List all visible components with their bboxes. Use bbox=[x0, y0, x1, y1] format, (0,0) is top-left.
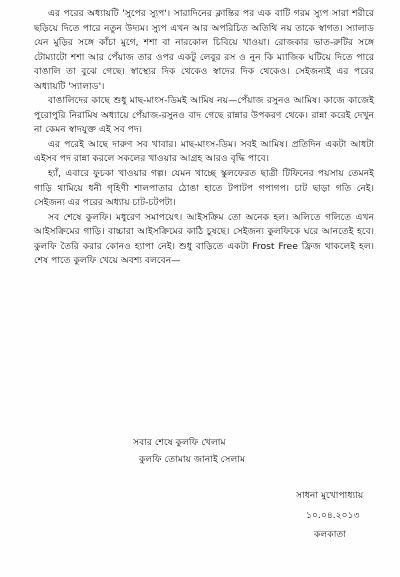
author-name: সাধনা মুখোপাধ্যায় bbox=[296, 490, 364, 501]
signature-block bbox=[296, 486, 363, 545]
verse-line-1: সবার শেষে কুলফি খেলাম bbox=[133, 437, 226, 448]
signature-date: ১০.০৪.২০১৩ bbox=[306, 509, 360, 521]
paragraph-kulfi: সব শেষে কুলফি। মধুরেণ সমাপয়েৎ। আইসক্রিম তো অনেক হল। অলিতে গলিতে এখন আইসক্রিমের গাড়ি। বাচ্চারা আইসক্রিমের কাঠি চুষছে। সেইজন্য কুলফিকে ঘরে আনতেই হবে। কুলফি তৈরি করার কোনও হ্যাপা নেই। শুধু বাড়িতে একটা Frost Free ফ্রিজ থাকলেই হল। শেষ পাতে কুলফি খেয়ে অবশ্য বলবেন— bbox=[34, 211, 374, 267]
verse-line-2: কুলফি তোমায় জানাই সেলাম bbox=[139, 454, 246, 465]
signature-place: কলকাতা bbox=[314, 529, 346, 540]
paragraph-soup-salad: এর পরের অধ্যায়টি 'সুপের স্যুপ'। সারাদিনের ক্লান্তির পর এক বাটি গরম স্যুপ সারা শরীরে ছড়িয়ে দিতে পারে নতুন উদ্যম। স্যুপ এখন আর অপরিচিত অতিথি নয় তাকে স্বাগত। স্যালাড যেন মুড়ির সঙ্গে কাঁচা মুগে, শশা বা নারকোল চিবিয়ে খাওয়া। রোজকার ভাত-রুটির সঙ্গে টোম্যাটো শশা আর পেঁয়াজ তার ওপর একটু লেবুর রস ও নুন কি ম্যাজিক ঘটিয়ে দিতে পারে বাঙালি তা বুঝে গেছে। স্বাস্থ্যের দিক থেকেও স্বাদের দিক থেকেও। সেইজন্যই এর পরের অধ্যায়টি 'স্যালাড'। bbox=[34, 8, 374, 92]
paragraph-non-veg: এর পরেই আছে দারুণ সব খাবার। মাছ-মাংস-ডিম। সবই আমিষ। প্রতিদিন একটা আধটা এইসব পদ রান্না করলে সকলের খাওয়ার আগ্রহ আরও বৃদ্ধি পাবে। bbox=[34, 138, 374, 165]
preface-body bbox=[34, 7, 374, 269]
paragraph-onion-garlic: বাঙালিদের কাছে শুধু মাছ-মাংস-ডিমই আমিষ নয়—পেঁয়াজ রসুনও আমিষ। কাজে কাজেই পুরোপুরি নিরামিষ অধ্যায়ে পেঁয়াজ-রসুনও বাদ গেছে রান্নার উপকরণ থেকে। রান্না করেই দেখুন না কেমন স্বাদযুক্ত এই সব পদ। bbox=[34, 95, 374, 136]
paragraph-fuchka: হ্যাঁ, এবারে ফুচকা খাওয়ার গল্প। যেমন খাচ্ছে স্কুলফেরত ছাত্রী টিফিনের পয়সায় তেমনই গাড়ি থামিয়ে ধনী গৃহিণী শালপাতার ঠোঙা হাতে টপাটপ গপাগপ। চাট ছাড়া গতি নেই। সেইজন্য এর পরের অধ্যায় চাট-চটপটা। bbox=[34, 168, 374, 209]
